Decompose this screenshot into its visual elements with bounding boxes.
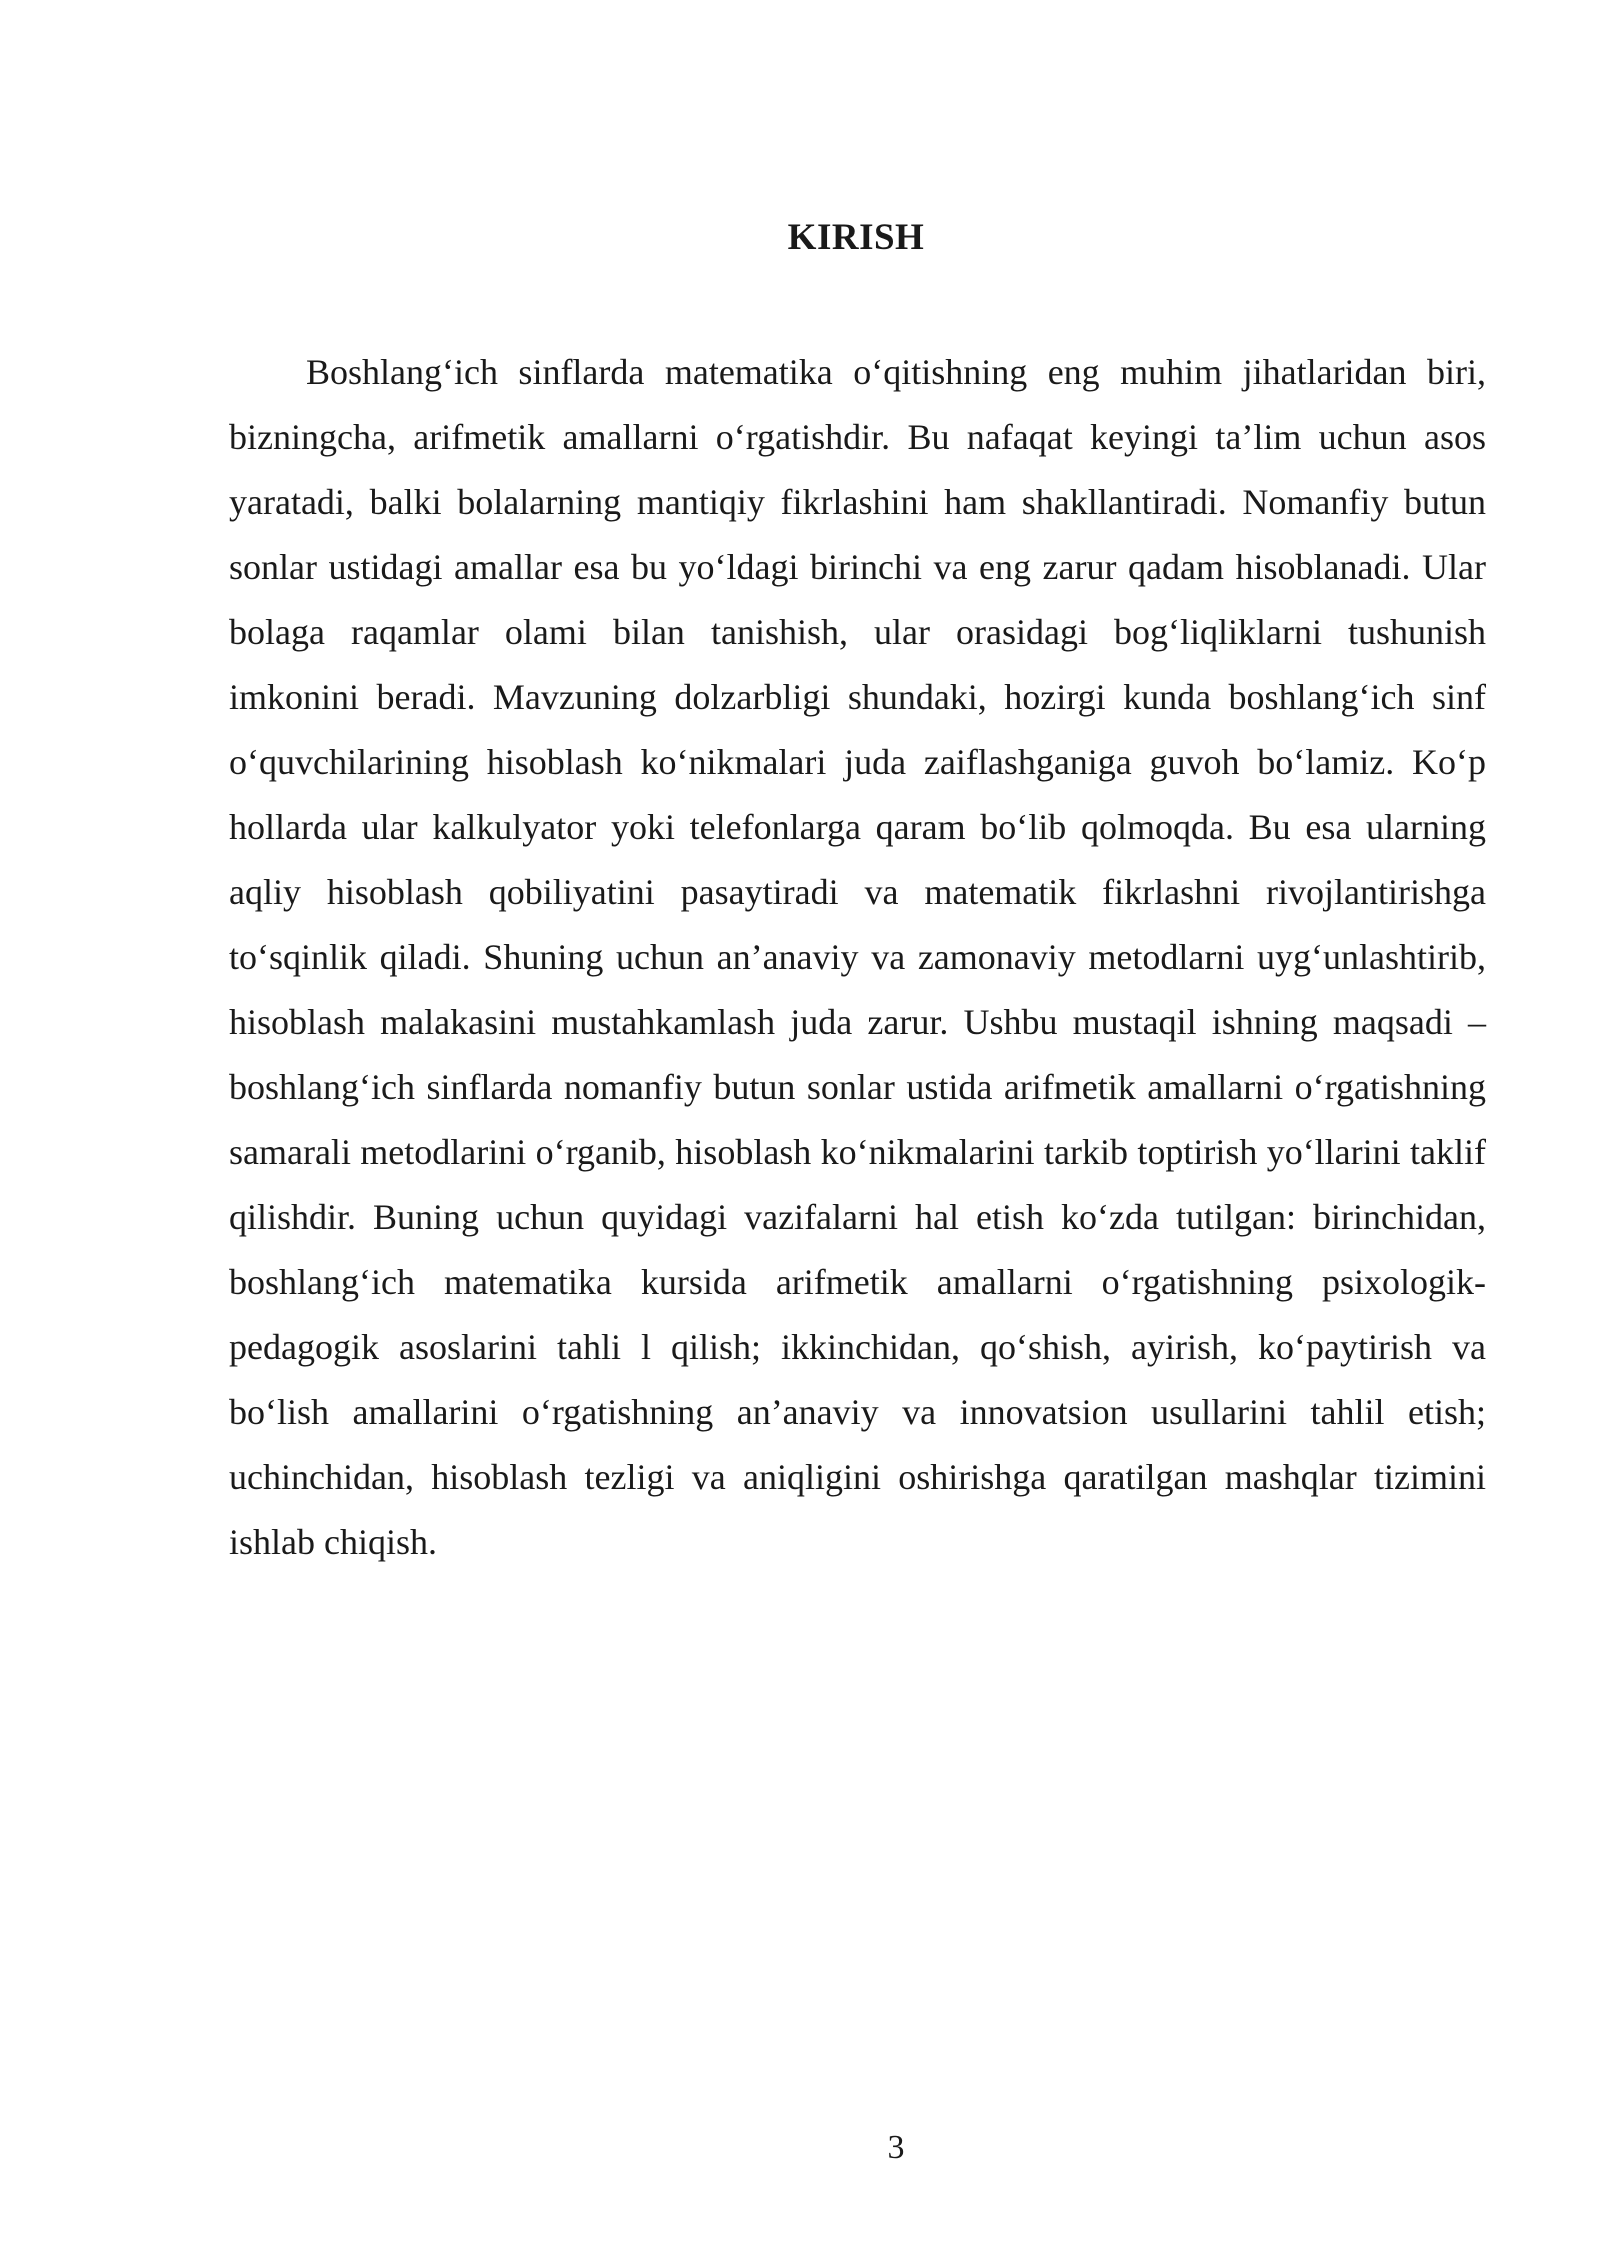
- page-title: KIRISH: [787, 217, 925, 258]
- body-paragraph: Boshlang‘ich sinflarda matematika o‘qitishning eng muhim jihatlaridan biri, bizningcha, arifmetik amallarni o‘rgatishdir. Bu nafaqat keyingi ta’lim uchun asos yaratadi, balki bolalarning mantiqiy fikrlashini ham shakllantiradi. Nomanfiy butun sonlar ustidagi amallar esa bu yo‘ldagi birinchi va eng zarur qadam hisoblanadi. Ular bolaga raqamlar olami bilan tanishish, ular orasidagi bog‘liqliklarni tushunish imkonini beradi. Mavzuning dolzarbligi shundaki, hozirgi kunda boshlang‘ich sinf o‘quvchilarining hisoblash ko‘nikmalari juda zaiflashganiga guvoh bo‘lamiz. Ko‘p hollarda ular kalkulyator yoki telefonlarga qaram bo‘lib qolmoqda. Bu esa ularning aqliy hisoblash qobiliyatini pasaytiradi va matematik fikrlashni rivojlantirishga to‘sqinlik qiladi. Shuning uchun an’anaviy va zamonaviy metodlarni uyg‘unlashtirib, hisoblash malakasini mustahkamlash juda zarur. Ushbu mustaqil ishning maqsadi – boshlang‘ich sinflarda nomanfiy butun sonlar ustida arifmetik amallarni o‘rgatishning samarali metodlarini o‘rganib, hisoblash ko‘nikmalarini tarkib toptirish yo‘llarini taklif qilishdir. Buning uchun quyidagi vazifalarni hal etish ko‘zda tutilgan: birinchidan, boshlang‘ich matematika kursida arifmetik amallarni o‘rgatishning psixologik-pedagogik asoslarini tahli l qilish; ikkinchidan, qo‘shish, ayirish, ko‘paytirish va bo‘lish amallarini o‘rgatishning an’anaviy va innovatsion usullarini tahlil etish; uchinchidan, hisoblash tezligi va aniqligini oshirishga qaratilgan mashqlar tizimini ishlab chiqish.: [229, 352, 1486, 1562]
- page-number: 3: [887, 2129, 905, 2166]
